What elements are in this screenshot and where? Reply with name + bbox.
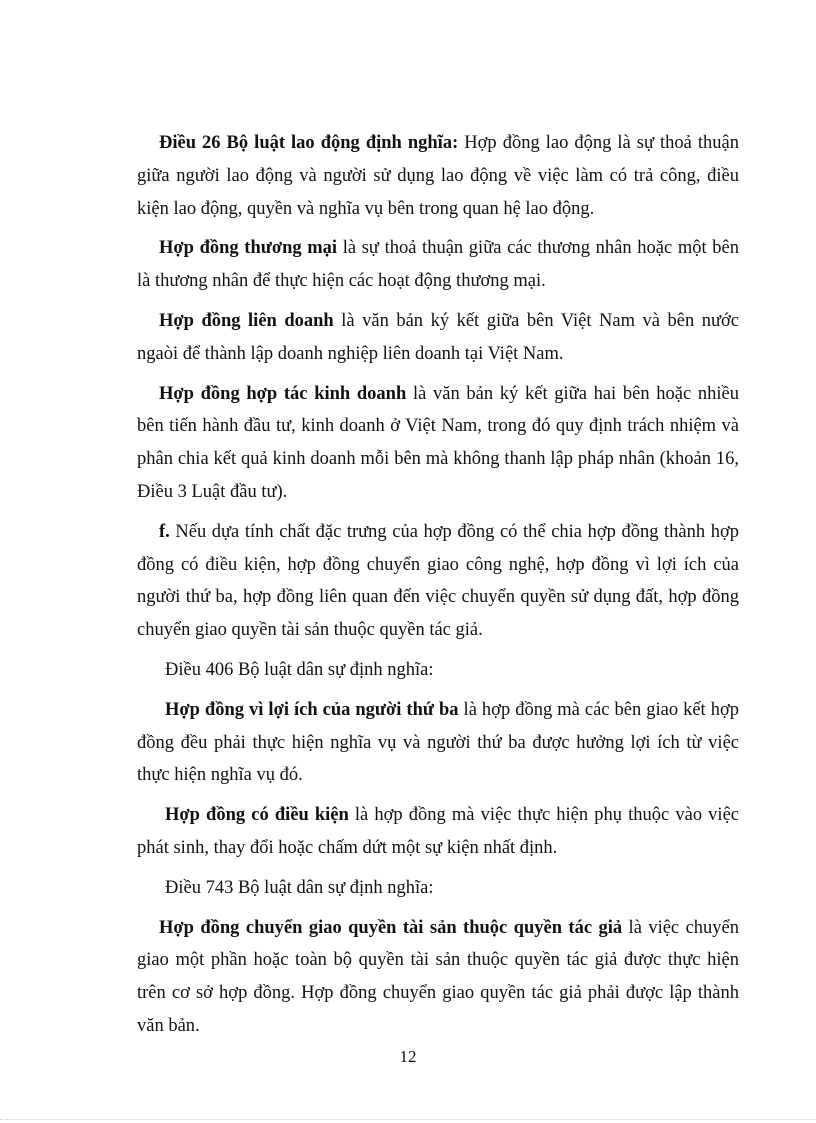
article-406-heading: Điều 406 Bộ luật dân sự định nghĩa: <box>165 659 434 680</box>
classification-text: Nếu dựa tính chất đặc trưng của hợp đồng có thể chia hợp đồng thành hợp đồng có điều kiện, hợp đồng chuyển giao công nghệ, hợp đồng vì lợi ích của người thứ ba, hợp đồng liên quan đến việc chuyển quyền sử dụng đất, hợp đồng chuyển giao quyền tài sản thuộc quyền tác giả. <box>137 521 739 641</box>
definition-conditional-contract: là hợp đồng mà việc thực hiện phụ thuộc vào việc phát sinh, thay đổi hoặc chấm dứt một sự kiện nhất định. <box>137 805 739 858</box>
page-bottom-divider <box>0 1119 816 1120</box>
paragraph-article-406 <box>137 654 739 687</box>
paragraph-joint-venture-contract <box>137 305 739 371</box>
term-joint-venture-contract: Hợp đồng liên doanh <box>159 310 334 331</box>
paragraph-commercial-contract <box>137 232 739 298</box>
definition-labor-contract: Hợp đồng lao động là sự thoả thuận giữa người lao động và người sử dụng lao động về việc làm có trả công, điều kiện lao động, quyền và nghĩa vụ bên trong quan hệ lao động. <box>137 133 740 219</box>
paragraph-article-743 <box>137 872 739 905</box>
term-commercial-contract: Hợp đồng thương mại <box>159 238 338 259</box>
term-third-party-contract: Hợp đồng vì lợi ích của người thứ ba <box>165 699 459 720</box>
paragraph-conditional-contract <box>137 799 739 865</box>
definition-business-cooperation-contract: là văn bản ký kết giữa hai bên hoặc nhiều bên tiến hành đầu tư, kinh doanh ở Việt Nam, trong đó quy định trách nhiệm và phân chia kết quả kinh doanh mỗi bên mà không thanh lập pháp nhân (khoản 16, Điều 3 Luật đầu tư). <box>137 383 739 502</box>
paragraph-third-party-contract <box>137 694 739 792</box>
paragraph-business-cooperation-contract <box>137 378 739 509</box>
term-conditional-contract: Hợp đồng có điều kiện <box>165 805 349 826</box>
item-marker-f: f. <box>159 521 170 542</box>
paragraph-copyright-transfer-contract <box>137 912 739 1043</box>
definition-copyright-transfer-contract: là việc chuyển giao một phần hoặc toàn bộ quyền tài sản thuộc quyền tác giả được thực hiện trên cơ sở hợp đồng. Hợp đồng chuyển giao quyền tác giả phải được lập thành văn bản. <box>137 917 739 1036</box>
page-number: 12 <box>399 1047 417 1066</box>
term-business-cooperation-contract: Hợp đồng hợp tác kinh doanh <box>159 383 407 404</box>
definition-joint-venture-contract: là văn bản ký kết giữa bên Việt Nam và bên nước ngaòi để thành lập doanh nghiệp liên doanh tại Việt Nam. <box>137 310 739 364</box>
body-text <box>137 127 739 1050</box>
article-743-heading: Điều 743 Bộ luật dân sự định nghĩa: <box>165 877 434 898</box>
definition-third-party-contract: là hợp đồng mà các bên giao kết hợp đồng đều phải thực hiện nghĩa vụ và người thứ ba được hưởng lợi ích từ việc thực hiện nghĩa vụ đó. <box>137 699 739 786</box>
term-labor-contract: Điều 26 Bộ luật lao động định nghĩa: <box>159 133 459 153</box>
paragraph-labor-contract <box>137 127 739 225</box>
definition-commercial-contract: là sự thoả thuận giữa các thương nhân hoặc một bên là thương nhân để thực hiện các hoạt động thương mại. <box>137 238 739 292</box>
term-copyright-transfer-contract: Hợp đồng chuyển giao quyền tài sản thuộc quyền tác giả <box>159 917 623 938</box>
paragraph-contract-classification <box>137 516 739 647</box>
